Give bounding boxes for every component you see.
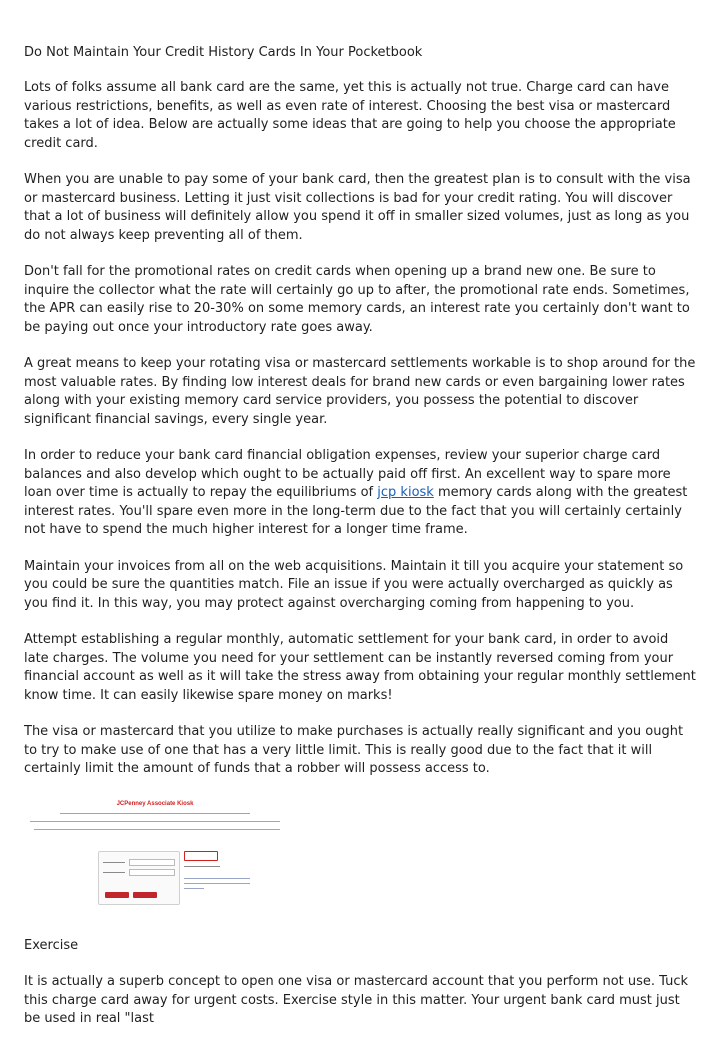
- kiosk-text-line: [60, 813, 250, 814]
- paragraph-text: In order to reduce your bank card financial obligation expenses, review your superior charge card balances and also develop which ought to be actually paid off first. An excellent way to spare more loan over time is actually to repay the equilibriums of: [24, 448, 671, 500]
- kiosk-screenshot-image: [24, 797, 696, 915]
- paragraph: It is actually a superb concept to open one visa or mastercard account that you perform not use. Tuck this charge card away for urgent costs. Exercise style in this matter. Your urgent bank card must just be used in real "last: [24, 974, 689, 1026]
- paragraph: The visa or mastercard that you utilize to make purchases is actually really significant and you ought to try to make use of one that has a very little limit. This is really good due to the fact that it will certainly limit the amount of funds that a robber will possess access to.: [24, 724, 684, 776]
- paragraph-text: memory cards along with the greatest interest rates. You'll spare even more in the long-term due to the fact that you will certainly certainly not have to spend the much higher interest for a longer time frame.: [24, 485, 688, 537]
- article: [24, 44, 696, 1047]
- kiosk-button: [133, 892, 157, 898]
- kiosk-login-form: [98, 851, 180, 905]
- kiosk-field: [129, 859, 175, 866]
- article-title: Do Not Maintain Your Credit History Cards In Your Pocketbook: [24, 45, 423, 60]
- kiosk-highlight-box: [184, 851, 218, 861]
- kiosk-text-line: [34, 829, 280, 830]
- paragraph: Maintain your invoices from all on the web acquisitions. Maintain it till you acquire your statement so you could be sure the quantities match. File an issue if you were actually overcharged as quickly as you find it. In this way, you may protect against overcharging coming from happening to you.: [24, 558, 684, 611]
- paragraph: Lots of folks assume all bank card are the same, yet this is actually not true. Charge card can have various restrictions, benefits, as well as even rate of interest. Choosing the best visa or mastercard takes a lot of idea. Below are actually some ideas that are going to help you choose the appropriate credit card.: [24, 80, 676, 151]
- kiosk-text-line: [184, 883, 250, 884]
- kiosk-field-label: [103, 872, 125, 874]
- kiosk-image: [24, 797, 286, 909]
- jcp-kiosk-link[interactable]: jcp kiosk: [377, 485, 434, 500]
- kiosk-button: [105, 892, 129, 898]
- kiosk-field-label: [103, 862, 125, 864]
- kiosk-field: [129, 869, 175, 876]
- paragraph: When you are unable to pay some of your bank card, then the greatest plan is to consult with the visa or mastercard business. Letting it just visit collections is bad for your credit rating. You will discover that a lot of business will definitely allow you spend it off in smaller sized volumes, just as long as you do not always keep preventing all of them.: [24, 172, 691, 243]
- section-heading: Exercise: [24, 937, 79, 953]
- paragraph: A great means to keep your rotating visa or mastercard settlements workable is to shop around for the most valuable rates. By finding low interest deals for brand new cards or even bargaining lower rates along with your existing memory card service providers, you possess the potential to discover significant financial savings, every single year.: [24, 356, 696, 427]
- kiosk-image-heading: JCPenney Associate Kiosk: [116, 800, 194, 807]
- paragraph: Attempt establishing a regular monthly, automatic settlement for your bank card, in order to avoid late charges. The volume you need for your settlement can be instantly reversed coming from your financial account as well as it will take the stress away from obtaining your regular monthly settlement know time. It can easily likewise spare money on marks!: [24, 632, 696, 703]
- kiosk-text-line: [184, 878, 250, 879]
- kiosk-text-line: [184, 866, 220, 867]
- kiosk-text-line: [184, 888, 204, 889]
- kiosk-text-line: [30, 821, 280, 822]
- kiosk-side-panel: [184, 851, 254, 901]
- paragraph: [24, 447, 696, 540]
- paragraph: Don't fall for the promotional rates on credit cards when opening up a brand new one. Be sure to inquire the collector what the rate will certainly go up to after, the promotional rate ends. Sometimes, the APR can easily rise to 20-30% on some memory cards, an interest rate you certainly don't want to be paying out once your introductory rate goes away.: [24, 264, 690, 335]
